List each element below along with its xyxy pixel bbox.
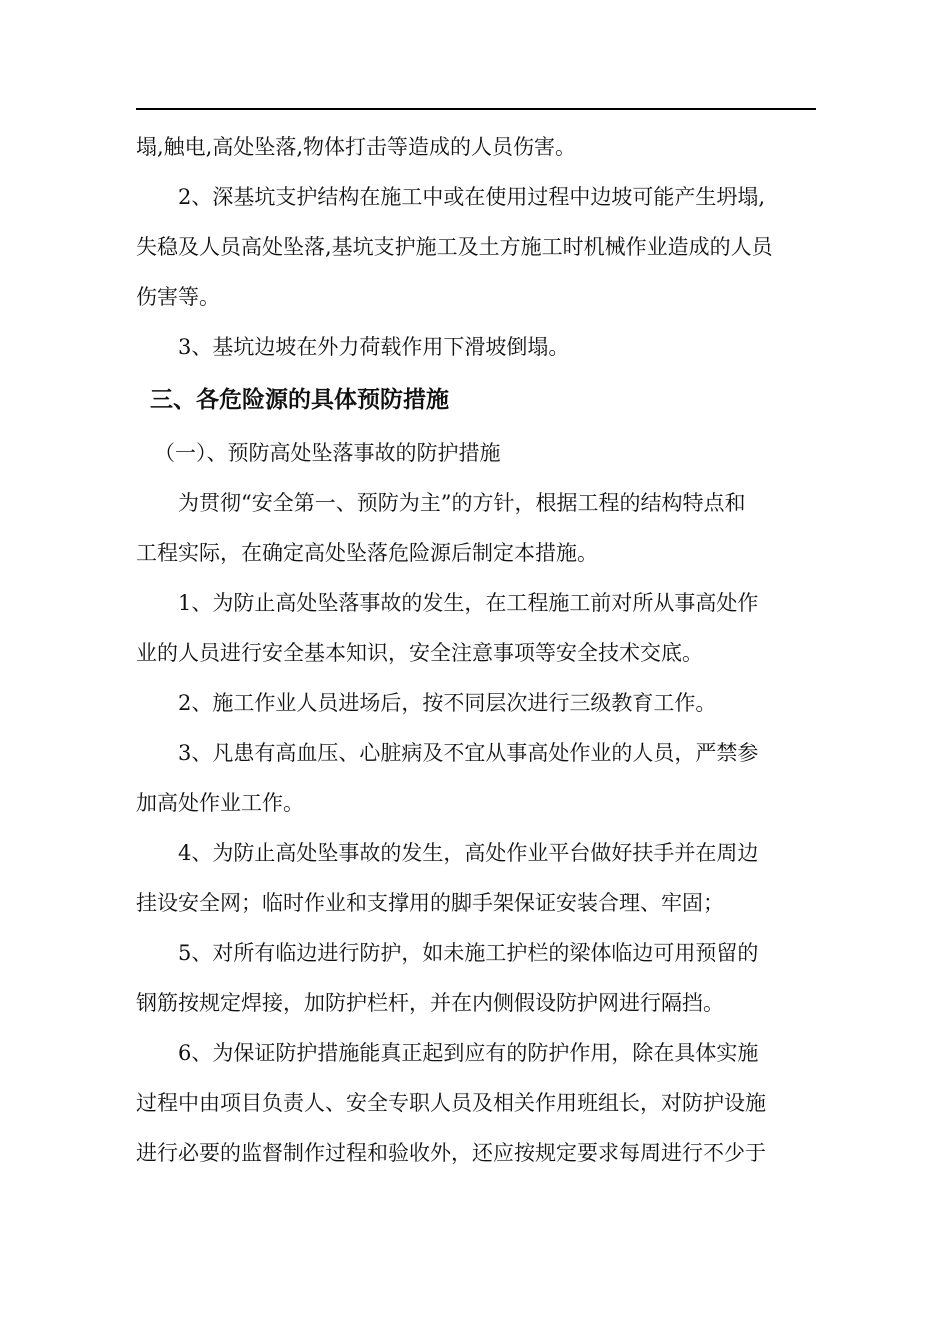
text-line: 3、基坑边坡在外力荷载作用下滑坡倒塌。 (178, 335, 570, 359)
text-line: 6、为保证防护措施能真正起到应有的防护作用，除在具体实施 (178, 1041, 759, 1065)
text-line: 钢筋按规定焊接，加防护栏杆，并在内侧假设防护网进行隔挡。 (136, 991, 724, 1015)
text-line: 塌,触电,高处坠落,物体打击等造成的人员伤害。 (136, 135, 577, 159)
text-line: 挂设安全网；临时作业和支撑用的脚手架保证安装合理、牢固； (136, 891, 724, 915)
text-line: 4、为防止高处坠事故的发生，高处作业平台做好扶手并在周边 (178, 841, 759, 865)
text-line: 3、凡患有高血压、心脏病及不宜从事高处作业的人员，严禁参 (178, 741, 759, 765)
text-line: 过程中由项目负责人、安全专职人员及相关作用班组长，对防护设施 (136, 1091, 766, 1115)
header-rule (136, 108, 816, 110)
text-line: 加高处作业工作。 (136, 791, 304, 815)
text-line: 伤害等。 (136, 285, 220, 309)
text-line: 工程实际，在确定高处坠落危险源后制定本措施。 (136, 541, 598, 565)
document-body (136, 122, 816, 1178)
text-line: 为贯彻“安全第一、预防为主”的方针，根据工程的结构特点和 (178, 491, 746, 515)
subsection-heading: （一）、预防高处坠落事故的防护措施 (154, 441, 501, 465)
text-line: 业的人员进行安全基本知识，安全注意事项等安全技术交底。 (136, 641, 703, 665)
text-line: 进行必要的监督制作过程和验收外，还应按规定要求每周进行不少于 (136, 1141, 766, 1165)
text-line: 1、为防止高处坠落事故的发生，在工程施工前对所从事高处作 (178, 591, 759, 615)
text-line: 2、施工作业人员进场后，按不同层次进行三级教育工作。 (178, 691, 717, 715)
section-heading: 三、各危险源的具体预防措施 (150, 387, 449, 413)
text-line: 5、对所有临边进行防护，如未施工护栏的梁体临边可用预留的 (178, 941, 759, 965)
text-line: 失稳及人员高处坠落,基坑支护施工及土方施工时机械作业造成的人员 (136, 235, 773, 259)
text-line: 2、深基坑支护结构在施工中或在使用过程中边坡可能产生坍塌, (178, 185, 766, 209)
